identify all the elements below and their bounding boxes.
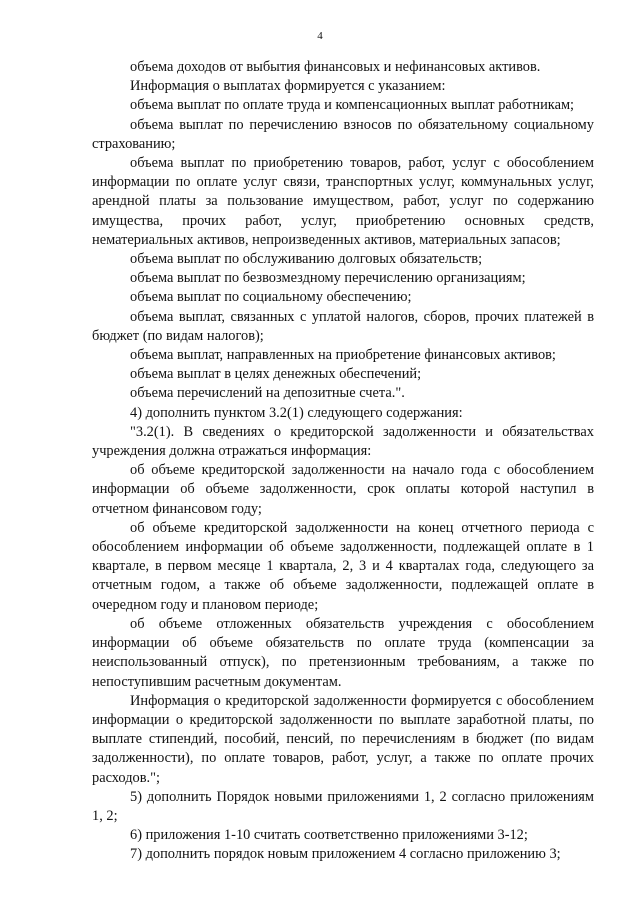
page-number: 4	[317, 30, 323, 42]
paragraph-20: 6) приложения 1-10 считать соответственно приложениями 3-12;	[130, 827, 528, 844]
paragraph-15: об объеме кредиторской задолженности на начало года с обособлением информации об объеме задолженности, срок оплаты которой наступил в отчетном финансовом году;	[92, 462, 594, 517]
paragraph-17: об объеме отложенных обязательств учреждения с обособлением информации об объеме обязательств по оплате труда (компенсации за неиспользованный отпуск), по претензионным требованиям, а также по непоступившим расчетным документам.	[92, 615, 594, 690]
paragraph-18: Информация о кредиторской задолженности формируется с обособлением информации о кредиторской задолженности по выплате заработной платы, по выплате стипендий, пособий, пенсий, по перечислениям в бюджет (по видам задолженности), по оплате товаров, работ, услуг, а также по оплате прочих расходов.";	[92, 692, 594, 786]
paragraph-10: объема выплат, направленных на приобретение финансовых активов;	[130, 347, 556, 364]
paragraph-21: 7) дополнить порядок новым приложением 4 согласно приложению 3;	[130, 846, 561, 863]
paragraph-8: объема выплат по социальному обеспечению;	[130, 289, 412, 306]
paragraph-13: 4) дополнить пунктом 3.2(1) следующего содержания:	[130, 404, 463, 421]
paragraph-1: объема доходов от выбытия финансовых и нефинансовых активов.	[130, 59, 541, 75]
paragraph-6: объема выплат по обслуживанию долговых обязательств;	[130, 251, 483, 268]
paragraph-9: объема выплат, связанных с уплатой налогов, сборов, прочих платежей в бюджет (по видам налогов);	[92, 308, 594, 344]
paragraph-12: объема перечислений на депозитные счета.".	[130, 385, 405, 402]
paragraph-11: объема выплат в целях денежных обеспечений;	[130, 366, 422, 383]
paragraph-2: Информация о выплатах формируется с указанием:	[130, 78, 446, 95]
document-body	[92, 58, 594, 865]
paragraph-19: 5) дополнить Порядок новыми приложениями 1, 2 согласно приложениям 1, 2;	[92, 788, 594, 824]
paragraph-4: объема выплат по перечислению взносов по обязательному социальному страхованию;	[92, 116, 594, 152]
paragraph-7: объема выплат по безвозмездному перечислению организациям;	[130, 270, 526, 287]
paragraph-14: "3.2(1). В сведениях о кредиторской задолженности и обязательствах учреждения должна отражаться информация:	[92, 423, 594, 460]
paragraph-3: объема выплат по оплате труда и компенсационных выплат работникам;	[130, 97, 575, 114]
paragraph-5: объема выплат по приобретению товаров, работ, услуг с обособлением информации по оплате услуг связи, транспортных услуг, коммунальных услуг, арендной платы за пользование имуществом, работ, услуг по содержанию имущества, прочих работ, услуг, приобретению основных средств, нематериальных активов, непроизведенных активов, материальных запасов;	[92, 155, 594, 248]
paragraph-16: об объеме кредиторской задолженности на конец отчетного периода с обособлением информации об объеме задолженности, подлежащей оплате в 1 квартале, в первом месяце 1 квартала, 2, 3 и 4 кварталах года, следующего за отчетным годом, а также об объеме задолженности, подлежащей оплате в очередном году и плановом периоде;	[92, 519, 594, 613]
